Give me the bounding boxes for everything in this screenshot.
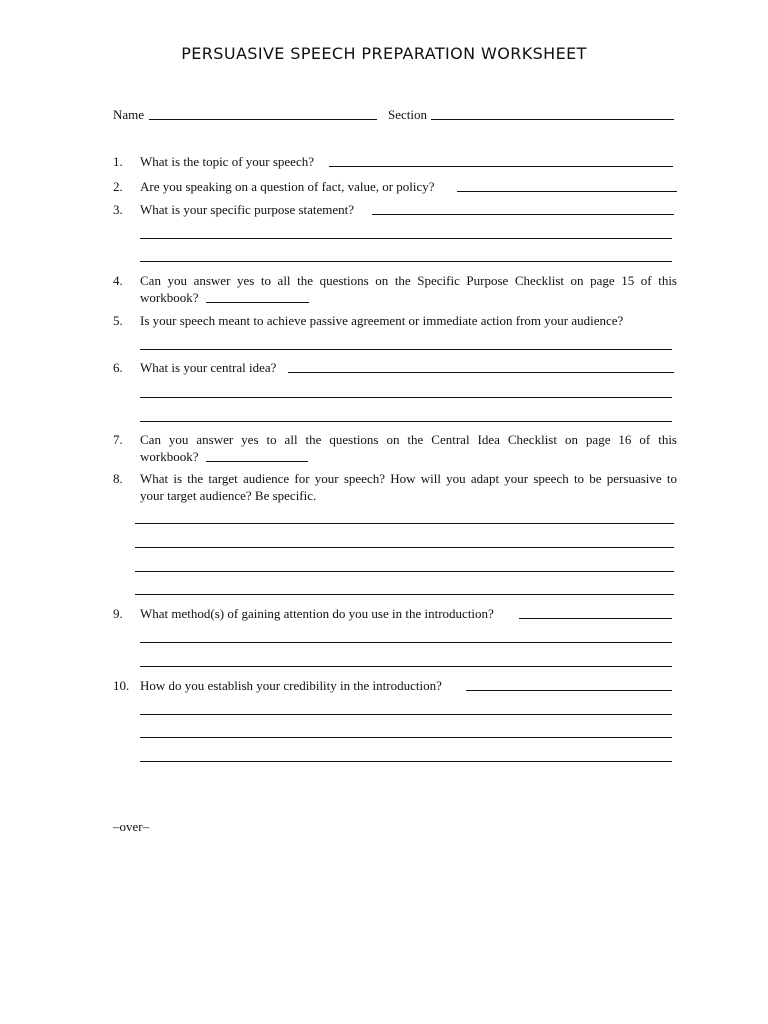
answer-line[interactable] <box>206 302 309 303</box>
question-number: 10. <box>113 678 130 693</box>
header-row <box>0 106 768 124</box>
question-number: 3. <box>113 202 123 217</box>
question-text: Can you answer yes to all the questions on the Specific Purpose Checklist on page 15 of this <box>140 273 677 288</box>
question-number: 6. <box>113 360 123 375</box>
answer-row <box>0 408 768 426</box>
answer-row <box>0 653 768 671</box>
question-number: 4. <box>113 273 123 288</box>
answer-line[interactable] <box>140 761 672 762</box>
answer-line[interactable] <box>466 690 672 691</box>
question-8 <box>0 470 768 488</box>
answer-row <box>0 748 768 766</box>
answer-line[interactable] <box>140 666 672 667</box>
answer-row <box>0 558 768 576</box>
question-text: Is your speech meant to achieve passive agreement or immediate action from your audience? <box>140 313 624 328</box>
question-4-continued <box>0 289 768 307</box>
answer-line[interactable] <box>140 397 672 398</box>
question-text: workbook? <box>140 449 199 464</box>
question-8-continued <box>0 487 768 505</box>
answer-line[interactable] <box>288 372 674 373</box>
question-3 <box>0 201 768 219</box>
question-number: 1. <box>113 154 123 169</box>
question-number: 9. <box>113 606 123 621</box>
answer-line[interactable] <box>140 421 672 422</box>
question-number: 5. <box>113 313 123 328</box>
question-text: What method(s) of gaining attention do you use in the introduction? <box>140 606 494 621</box>
answer-row <box>0 629 768 647</box>
answer-line[interactable] <box>372 214 674 215</box>
answer-line[interactable] <box>135 547 674 548</box>
question-1 <box>0 153 768 171</box>
answer-line[interactable] <box>135 571 674 572</box>
answer-line[interactable] <box>140 737 672 738</box>
question-text: What is your central idea? <box>140 360 277 375</box>
question-9 <box>0 605 768 623</box>
answer-line[interactable] <box>519 618 672 619</box>
section-label: Section <box>388 107 427 122</box>
answer-row <box>0 724 768 742</box>
answer-line[interactable] <box>140 238 672 239</box>
name-label: Name <box>113 107 145 122</box>
answer-row <box>0 384 768 402</box>
answer-line[interactable] <box>329 166 673 167</box>
answer-line[interactable] <box>135 523 674 524</box>
question-text: What is the target audience for your speech? How will you adapt your speech to be persuasive to <box>140 471 677 486</box>
page-footer-over: –over– <box>113 819 150 834</box>
section-field[interactable] <box>431 119 674 120</box>
question-7-continued <box>0 448 768 466</box>
answer-row <box>0 225 768 243</box>
question-text: Can you answer yes to all the questions on the Central Idea Checklist on page 16 of this <box>140 432 677 447</box>
answer-row <box>0 336 768 354</box>
question-text: What is your specific purpose statement? <box>140 202 355 217</box>
question-number: 2. <box>113 179 123 194</box>
answer-line[interactable] <box>140 714 672 715</box>
question-number: 7. <box>113 432 123 447</box>
question-text: Are you speaking on a question of fact, value, or policy? <box>140 179 435 194</box>
question-4 <box>0 272 768 290</box>
answer-line[interactable] <box>457 191 677 192</box>
answer-row <box>0 510 768 528</box>
answer-row <box>0 701 768 719</box>
answer-row <box>0 248 768 266</box>
answer-line[interactable] <box>140 349 672 350</box>
answer-line[interactable] <box>206 461 308 462</box>
question-2 <box>0 178 768 196</box>
question-5 <box>0 312 768 330</box>
answer-row <box>0 534 768 552</box>
question-text: What is the topic of your speech? <box>140 154 314 169</box>
question-text: How do you establish your credibility in the introduction? <box>140 678 442 693</box>
question-number: 8. <box>113 471 123 486</box>
answer-line[interactable] <box>140 642 672 643</box>
question-10 <box>0 677 768 695</box>
question-7 <box>0 431 768 449</box>
answer-row <box>0 581 768 599</box>
question-text: workbook? <box>140 290 199 305</box>
answer-line[interactable] <box>140 261 672 262</box>
question-text: your target audience? Be specific. <box>140 488 317 503</box>
worksheet-title: PERSUASIVE SPEECH PREPARATION WORKSHEET <box>181 44 587 63</box>
question-6 <box>0 359 768 377</box>
name-field[interactable] <box>149 119 377 120</box>
answer-line[interactable] <box>135 594 674 595</box>
